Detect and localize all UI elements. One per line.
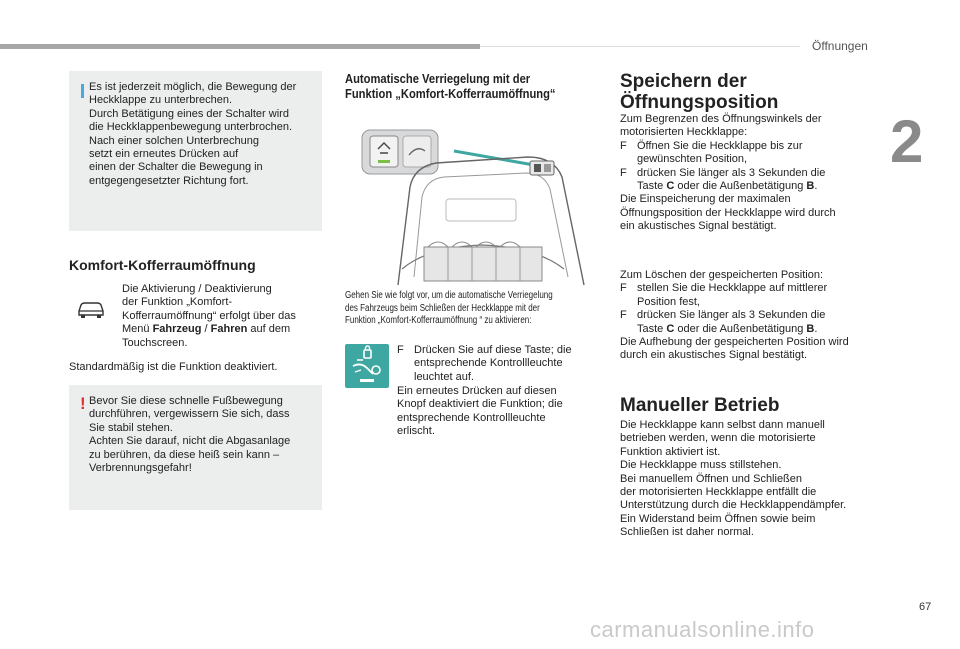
- header-rule: [0, 44, 480, 49]
- section-name: Öffnungen: [812, 39, 868, 53]
- header-rule-thin: [480, 46, 800, 47]
- warning-box-text: Bevor Sie diese schnelle Fußbewegung durchführen, vergewissern Sie sich, dass Sie stabil stehen. Achten Sie darauf, nicht die Abgasanlage zu berühren, da diese heiß sein kann – Verbrennungsgefahr!: [89, 395, 291, 475]
- car-icon: [76, 297, 106, 319]
- warning-box: [69, 385, 322, 510]
- page-number: 67: [919, 601, 932, 613]
- auto-lock-button-icon: [345, 344, 389, 388]
- deactivate-text: Ein erneutes Drücken auf diesen Knopf deaktiviert die Funktion; die entsprechende Kontrollleuchte erlischt.: [397, 385, 563, 438]
- chapter-number: 2: [890, 108, 924, 175]
- heading-manual-operation: Manueller Betrieb: [620, 395, 780, 416]
- info-icon: [81, 84, 84, 98]
- watermark: carmanualsonline.info: [590, 617, 815, 642]
- info-box-text: Es ist jederzeit möglich, die Bewegung der Heckklappe zu unterbrechen. Durch Betätigung eines der Schalter wird die Heckklappenbewegung unterbrochen. Nach einer solchen Unterbrechung setzt ein erneutes Drücken auf einen der Schalter die Bewegung in entgegengesetzter Richtung fort.: [89, 81, 297, 187]
- figure-caption: Gehen Sie wie folgt vor, um die automatische Verriegelung des Fahrzeugs beim Schließen der Heckklappe mit der Funktion „Komfort-Kofferraumöffnung “ zu aktivieren:: [345, 290, 553, 326]
- warning-icon: !: [80, 394, 86, 413]
- heading-auto-lock: Automatische Verriegelung mit der Funktion „Komfort-Kofferraumöffnung“: [345, 71, 556, 101]
- heading-komfort: Komfort-Kofferraumöffnung: [69, 257, 256, 273]
- heading-store-position: Speichern der Öffnungsposition: [620, 71, 779, 113]
- manual-operation-text: Die Heckklappe kann selbst dann manuell betrieben werden, wenn die motorisierte Funktion aktiviert ist. Die Heckklappe muss stillstehen. Bei manuellem Öffnen und Schließen der motorisierten Heckklappe entfällt die Unterstützung durch die Heckklappendämpfer. Ein Widerstand beim Öffnen sowie beim Schließen ist daher normal.: [620, 419, 847, 539]
- default-state-text: Standardmäßig ist die Funktion deaktiviert.: [69, 361, 278, 373]
- menu-instruction: Die Aktivierung / Deaktivierung der Funktion „Komfort- Kofferraumöffnung“ erfolgt über das Menü Fahrzeug / Fahren auf dem Touchscreen.: [122, 283, 296, 349]
- info-box: [69, 71, 322, 231]
- delete-position-text: Zum Löschen der gespeicherten Position: F stellen Sie die Heckklappe auf mittlerer Position fest, F drücken Sie länger als 3 Sekunden die Taste C oder die Außenbetätigung B. Die Aufhebung der gespeicherten Position wird durch ein akustisches Signal bestätigt.: [620, 269, 849, 362]
- tailgate-illustration: [358, 127, 604, 287]
- store-position-text: Zum Begrenzen des Öffnungswinkels der motorisierten Heckklappe: F Öffnen Sie die Heckklappe bis zur gewünschten Position, F drücken Sie länger als 3 Sekunden die Taste C oder die Außenbetätigung B. Die Einspeicherung der maximalen Öffnungsposition der Heckklappe wird durch ein akustisches Signal bestätigt.: [620, 113, 836, 233]
